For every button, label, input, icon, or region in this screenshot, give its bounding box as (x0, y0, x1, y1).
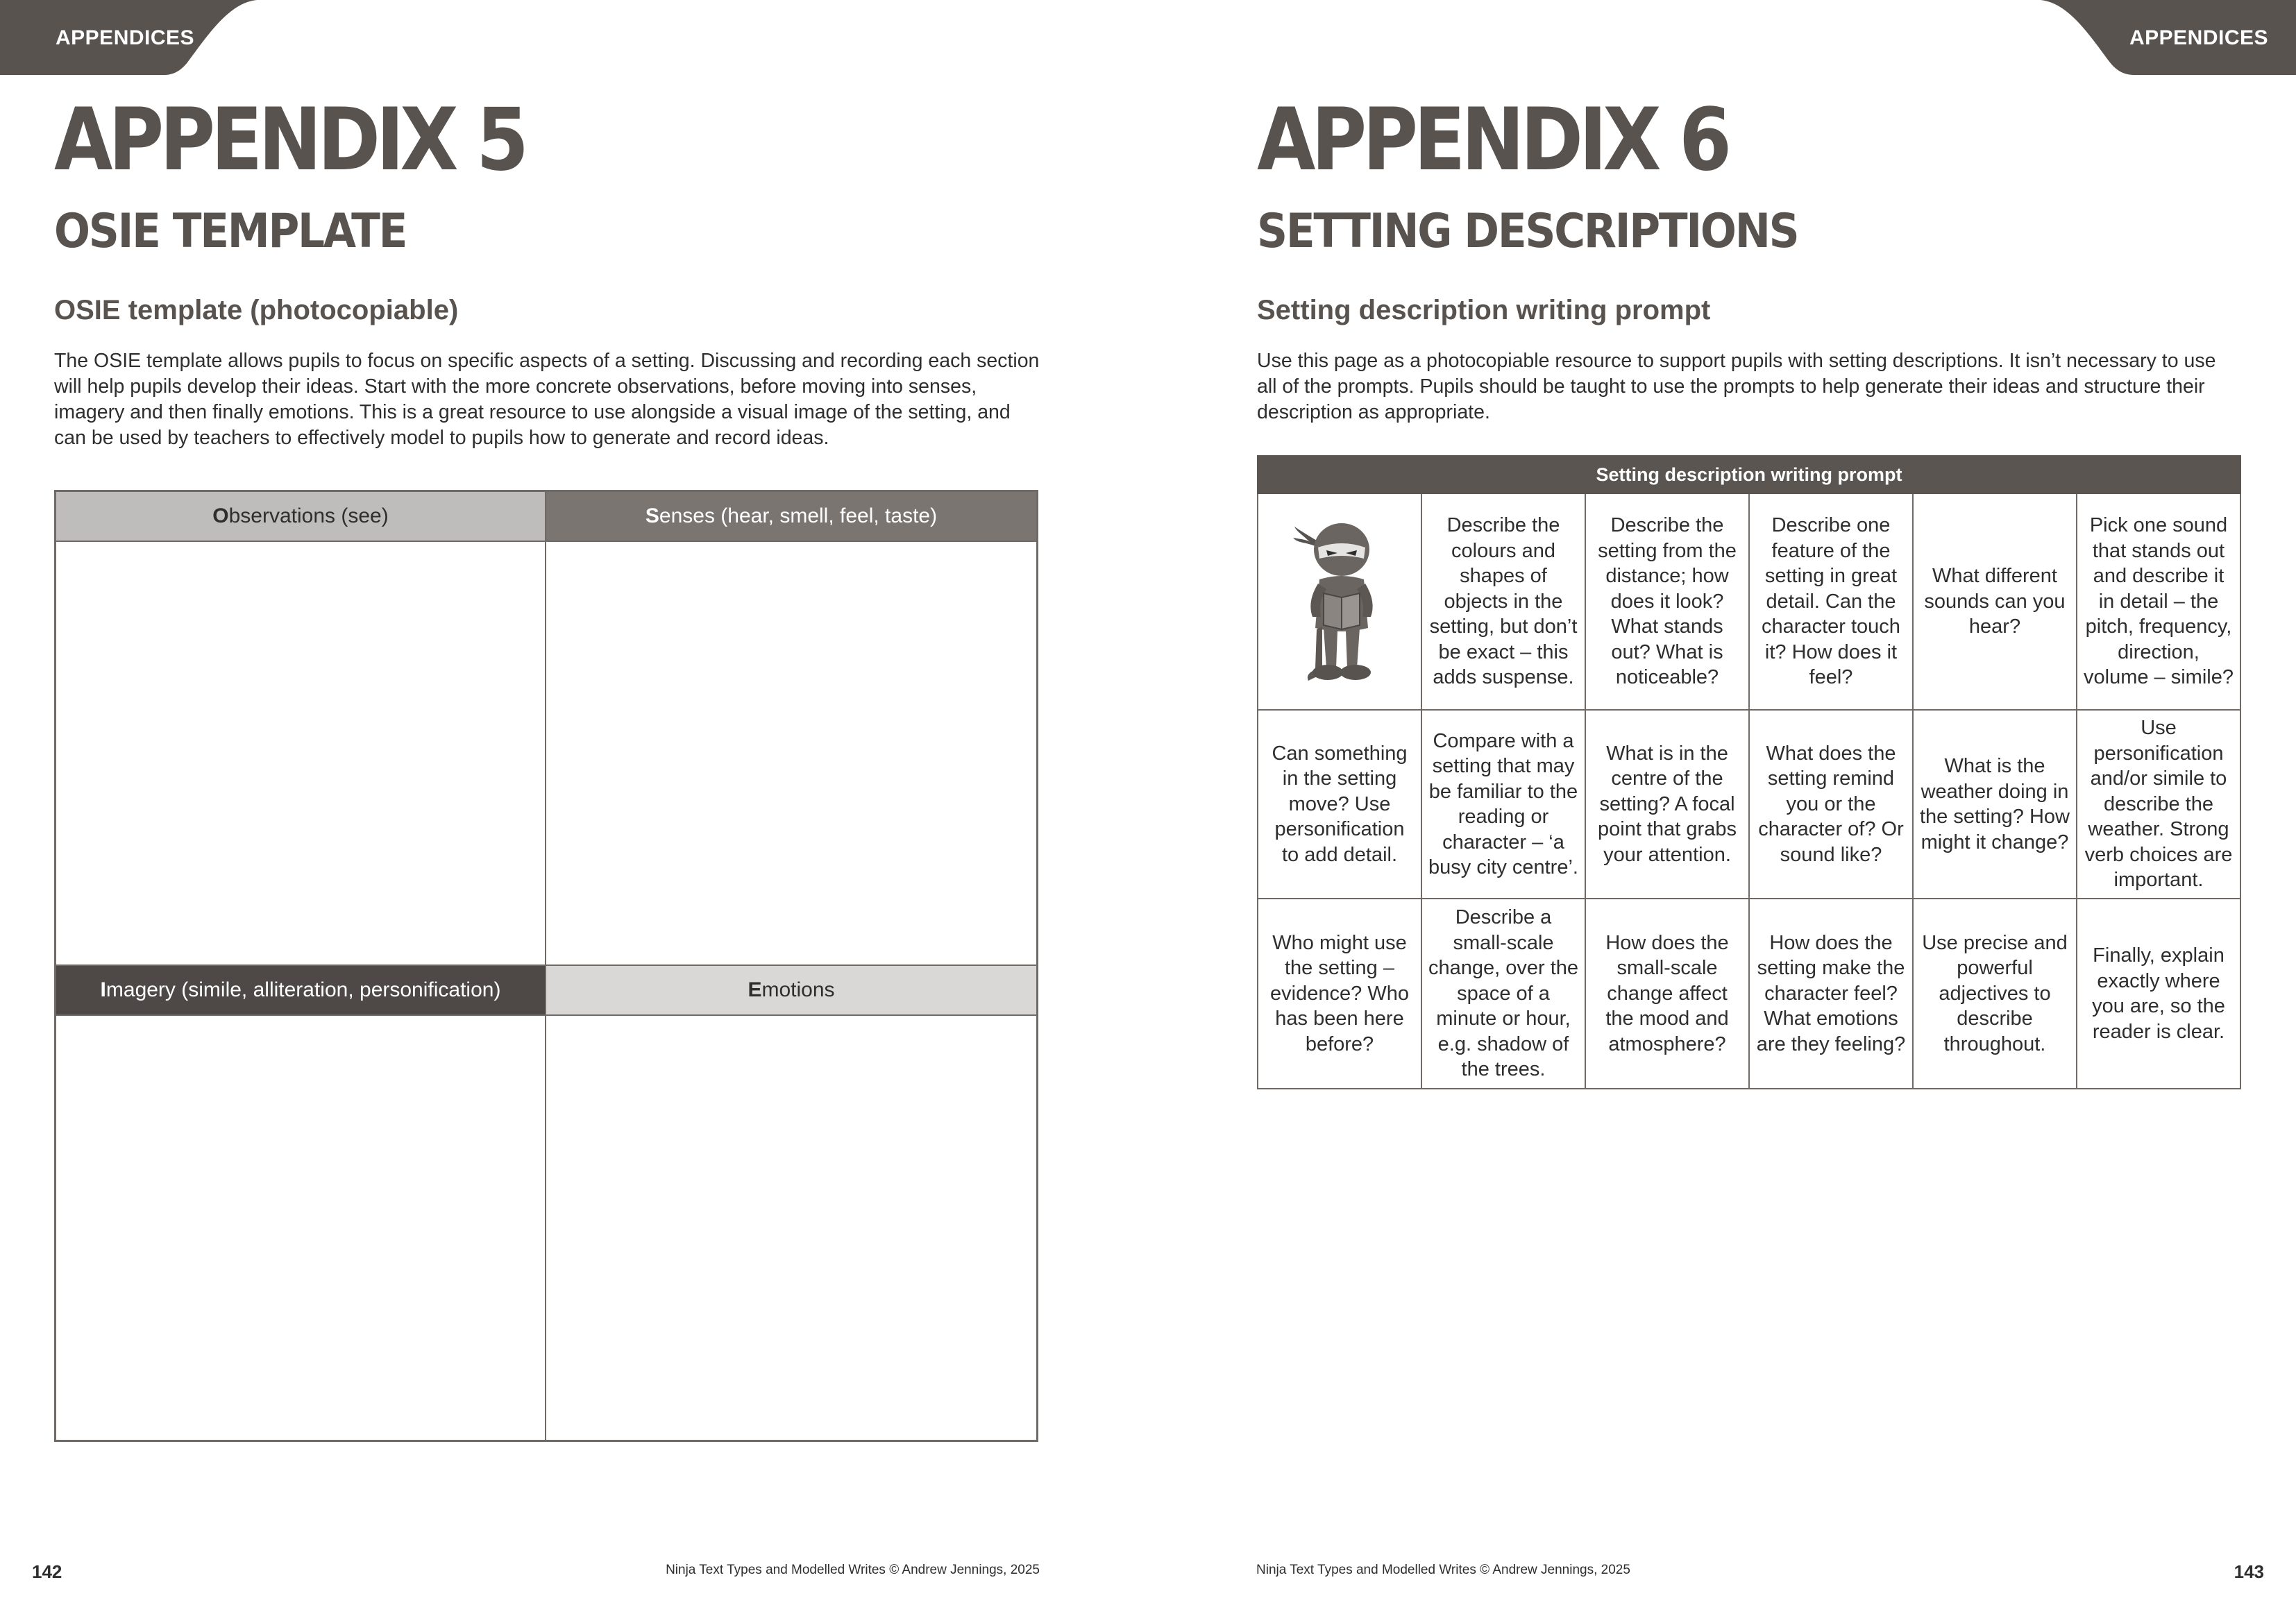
senses-label: enses (hear, smell, feel, taste) (659, 504, 938, 527)
senses-writing-area[interactable] (546, 542, 1036, 965)
appendices-tab-left (0, 0, 257, 75)
appendices-tab-right (2041, 0, 2296, 75)
osie-emotions-cell (546, 966, 1036, 1440)
prompt-cell: Who might use the setting – evidence? Who has been here before? (1258, 899, 1421, 1089)
section-title: SETTING DESCRIPTIONS (1257, 204, 1798, 259)
page-number: 142 (32, 1561, 62, 1582)
tab-label: APPENDICES (2129, 26, 2268, 49)
right-page (1148, 0, 2296, 1623)
emotions-header (546, 966, 1036, 1016)
ninja-cell (1258, 493, 1421, 710)
prompt-cell: Compare with a setting that may be familiar to the reading or character – ‘a busy city centre’. (1421, 710, 1585, 899)
writing-prompt-table (1257, 455, 2241, 1089)
observations-initial: O (212, 504, 229, 527)
osie-template-grid (54, 490, 1038, 1442)
prompt-cell: Use personification and/or simile to describe the weather. Strong verb choices are important. (2077, 710, 2240, 899)
subtitle: Setting description writing prompt (1257, 295, 1711, 325)
prompt-cell: Can something in the setting move? Use personification to add detail. (1258, 710, 1421, 899)
prompt-cell: What does the setting remind you or the character of? Or sound like? (1749, 710, 1913, 899)
senses-header (546, 492, 1036, 542)
prompt-cell: What is the weather doing in the setting? How might it change? (1913, 710, 2077, 899)
section-title: OSIE TEMPLATE (54, 204, 407, 259)
copyright-credit: Ninja Text Types and Modelled Writes © Andrew Jennings, 2025 (666, 1563, 1040, 1577)
appendix-title: APPENDIX 5 (54, 90, 525, 190)
table-row (1258, 899, 2240, 1089)
prompt-cell: Pick one sound that stands out and describe it in detail – the pitch, frequency, direction, volume – simile? (2077, 493, 2240, 710)
intro-paragraph: The OSIE template allows pupils to focus on specific aspects of a setting. Discussing and recording each section will help pupils develop their ideas. Start with the more concrete observations, before moving into senses, imagery and then finally emotions. This is a great resource to use alongside a visual image of the setting, and can be used by teachers to effectively model to pupils how to generate and record ideas. (54, 350, 1040, 449)
tab-label: APPENDICES (56, 26, 195, 49)
prompt-cell: Describe one feature of the setting in great detail. Can the character touch it? How does it feel? (1749, 493, 1913, 710)
imagery-writing-area[interactable] (56, 1016, 545, 1440)
page-number: 143 (2234, 1561, 2264, 1582)
table-title: Setting description writing prompt (1258, 456, 2240, 493)
prompt-cell: How does the small-scale change affect the mood and atmosphere? (1585, 899, 1749, 1089)
appendix-title: APPENDIX 6 (1257, 90, 1728, 190)
table-row (1258, 493, 2240, 710)
copyright-credit: Ninja Text Types and Modelled Writes © Andrew Jennings, 2025 (1256, 1563, 1630, 1577)
prompt-cell: How does the setting make the character feel? What emotions are they feeling? (1749, 899, 1913, 1089)
table-row (1258, 710, 2240, 899)
senses-initial: S (645, 504, 659, 527)
osie-senses-cell (546, 492, 1036, 966)
prompt-cell: What different sounds can you hear? (1913, 493, 2077, 710)
imagery-header (56, 966, 545, 1016)
intro-paragraph: Use this page as a photocopiable resource to support pupils with setting descriptions. It isn’t necessary to use all of the prompts. Pupils should be taught to use the prompts to help generate their ideas and structure their description as appropriate. (1257, 350, 2216, 423)
prompt-cell: Describe the colours and shapes of objects in the setting, but don’t be exact – this adds suspense. (1421, 493, 1585, 710)
observations-label: bservations (see) (228, 504, 389, 527)
observations-writing-area[interactable] (56, 542, 545, 965)
osie-imagery-cell (56, 966, 546, 1440)
observations-header (56, 492, 545, 542)
imagery-label: magery (simile, alliteration, personification) (105, 978, 501, 1001)
subtitle: OSIE template (photocopiable) (54, 295, 459, 325)
prompt-cell: Finally, explain exactly where you are, so the reader is clear. (2077, 899, 2240, 1089)
prompt-cell: Describe the setting from the distance; how does it look? What stands out? What is noticeable? (1585, 493, 1749, 710)
emotions-initial: E (748, 978, 762, 1001)
prompt-cell: Use precise and powerful adjectives to describe throughout. (1913, 899, 2077, 1089)
prompt-cell: Describe a small-scale change, over the space of a minute or hour, e.g. shadow of the trees. (1421, 899, 1585, 1089)
imagery-initial: I (100, 978, 106, 1001)
emotions-label: motions (761, 978, 835, 1001)
emotions-writing-area[interactable] (546, 1016, 1036, 1440)
ninja-reading-icon (1288, 511, 1392, 685)
prompt-cell: What is in the centre of the setting? A focal point that grabs your attention. (1585, 710, 1749, 899)
table-header-row (1258, 456, 2240, 493)
osie-observations-cell (56, 492, 546, 966)
